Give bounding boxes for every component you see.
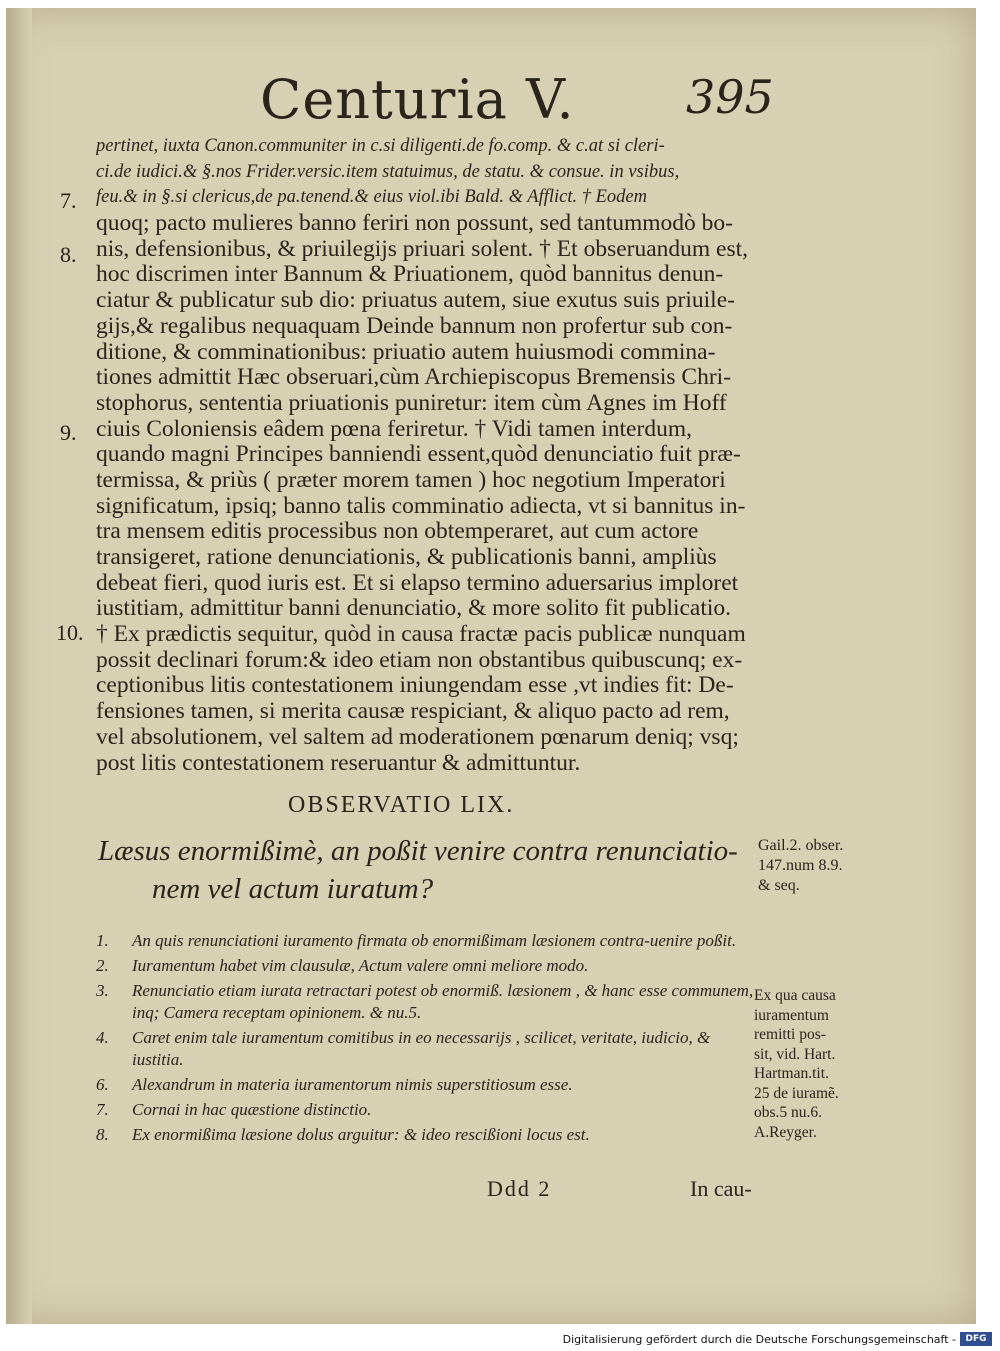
summary-item — [96, 1124, 756, 1146]
side-note-line: Ex qua causa — [754, 987, 836, 1004]
body-line: quoq; pacto mulieres banno feriri non possunt, sed tantummodò bo- — [96, 211, 734, 237]
margin-number: 9. — [60, 420, 77, 445]
margin-number: 7. — [60, 188, 77, 213]
signature-mark: Ddd 2 — [487, 1176, 552, 1201]
catchword: In cau- — [690, 1176, 752, 1201]
side-note-line: iuramentum — [754, 1006, 829, 1024]
side-note-line: remitti pos- — [754, 1026, 826, 1043]
side-note-line: obs.5 nu.6. — [754, 1104, 823, 1121]
summary-number: 4. — [96, 1028, 109, 1047]
body-text — [96, 134, 764, 776]
body-line: transigeret, ratione denunciationis, & publicationis banni, ampliùs — [96, 545, 717, 570]
body-line: ci.de iudici.& §.nos Frider.versic.item statuimus, de statu. & consue. in vsibus, — [96, 161, 680, 182]
body-line: possit declinari forum:& ideo etiam non obstantibus quibuscunq; ex- — [96, 647, 743, 673]
summary-number: 2. — [96, 956, 109, 975]
footer-bar — [0, 1330, 1000, 1351]
running-head: Centuria V. — [260, 68, 575, 131]
body-line: significatum, ipsiq; banno talis comminatio adiecta, vt si bannitus in- — [96, 493, 746, 519]
side-note-top — [758, 836, 843, 896]
margin-number: 8. — [60, 242, 77, 267]
body-line: termissa, & priùs ( præter morem tamen ) hoc negotium Imperatori — [96, 467, 726, 493]
question-heading — [98, 832, 758, 908]
body-line: vel absolutionem, vel saltem ad moderationem pœnarum deniq; vsq; — [96, 724, 739, 750]
dfg-logo-icon: DFG — [960, 1332, 992, 1346]
body-line: post litis contestationem reseruantur & admittuntur. — [96, 750, 581, 776]
body-line: fensiones tamen, si merita causæ respiciant, & aliquo pacto ad rem, — [96, 699, 730, 725]
body-line: iustitiam, admittitur banni denunciatio, & more solito fit publicatio. — [96, 596, 732, 622]
question-line: Læsus enormißimè, an poßit venire contra renunciatio- — [98, 835, 738, 867]
page-binding-edge — [6, 8, 32, 1324]
margin-number: 10. — [56, 620, 84, 645]
body-line: quando magni Principes banniendi essent,quòd denunciatio fuit præ- — [96, 442, 741, 468]
body-line: tra mensem editis processibus non obtemperaret, aut cum actore — [96, 519, 699, 545]
side-note-line: sit, vid. Hart. — [754, 1045, 836, 1063]
body-line: † Ex prædictis sequitur, quòd in causa fractæ pacis publicæ nunquam — [96, 622, 746, 648]
side-note-line: Hartman.tit. — [754, 1065, 829, 1082]
side-note-bottom — [754, 986, 839, 1142]
body-line: pertinet, iuxta Canon.communiter in c.si diligenti.de fo.comp. & c.at si cleri- — [96, 136, 665, 156]
footer-credit: Digitalisierung gefördert durch die Deutsche Forschungsgemeinschaft - — [562, 1333, 956, 1346]
body-line: ditione, & comminationibus: priuatio autem huiusmodi commina- — [96, 339, 716, 365]
summary-item — [96, 1099, 756, 1121]
summary-item — [96, 930, 756, 952]
summary-text: Iuramentum habet vim clausulæ, Actum valere omni meliore modo. — [132, 956, 589, 975]
body-line: gijs,& regalibus nequaquam Deinde bannum non profertur sub con- — [96, 313, 733, 339]
question-line: nem vel actum iuratum? — [152, 873, 434, 905]
summary-number: 6. — [96, 1075, 109, 1094]
summary-text: Ex enormißima læsione dolus arguitur: & ideo rescißioni locus est. — [132, 1125, 590, 1144]
side-note-line: 25 de iuramẽ. — [754, 1084, 839, 1102]
summary-text: Caret enim tale iuramentum comitibus in eo necessarijs , scilicet, veritate, iudicio, & iustitia. — [132, 1028, 711, 1069]
summary-item — [96, 1027, 756, 1071]
side-note-line: 147.num 8.9. — [758, 857, 843, 874]
summary-number: 1. — [96, 931, 109, 950]
summary-list — [96, 930, 756, 1149]
summary-number: 8. — [96, 1125, 109, 1144]
body-line: nis, defensionibus, & priuilegijs priuari solent. † Et obseruandum est, — [96, 236, 749, 262]
body-line: ciuis Coloniensis eâdem pœna feriretur. † Vidi tamen interdum, — [96, 416, 692, 442]
summary-number: 7. — [96, 1100, 109, 1119]
summary-number: 3. — [96, 981, 109, 1000]
body-line: feu.& in §.si clericus,de pa.tenend.& eius viol.ibi Bald. & Afflict. † Eodem — [96, 187, 647, 208]
summary-item — [96, 980, 756, 1024]
body-line: tiones admittit Hæc obseruari,cùm Archiepiscopus Bremensis Chri- — [96, 365, 732, 391]
summary-text: Renunciatio etiam iurata retractari potest ob enormiß. læsionem , & hanc esse communem, inq; Camera receptam opinionem. & nu.5. — [132, 981, 754, 1022]
summary-item — [96, 1074, 756, 1096]
side-note-line: A.Reyger. — [754, 1123, 817, 1141]
body-line: ceptionibus litis contestationem iniungendam esse ,vt indies fit: De- — [96, 673, 734, 699]
page-number: 395 — [686, 70, 774, 124]
summary-text: An quis renunciationi iuramento firmata ob enormißimam læsionem contra-uenire poßit. — [132, 931, 737, 950]
summary-item — [96, 955, 756, 977]
summary-text: Alexandrum in materia iuramentorum nimis superstitiosum esse. — [132, 1075, 573, 1094]
body-line: stophorus, sententia priuationis puniretur: item cùm Agnes im Hoff — [96, 390, 727, 416]
body-line: ciatur & publicatur sub dio: priuatus autem, siue exutus suis priuile- — [96, 288, 735, 314]
summary-text: Cornai in hac quæstione distinctio. — [132, 1100, 372, 1119]
side-note-line: Gail.2. obser. — [758, 837, 844, 854]
body-line: hoc discrimen inter Bannum & Priuationem, quòd bannitus denun- — [96, 262, 724, 288]
side-note-line: & seq. — [758, 877, 800, 894]
observatio-title: OBSERVATIO LIX. — [288, 792, 515, 818]
body-line: debeat fieri, quod iuris est. Et si elapso termino aduersarius imploret — [96, 570, 739, 596]
